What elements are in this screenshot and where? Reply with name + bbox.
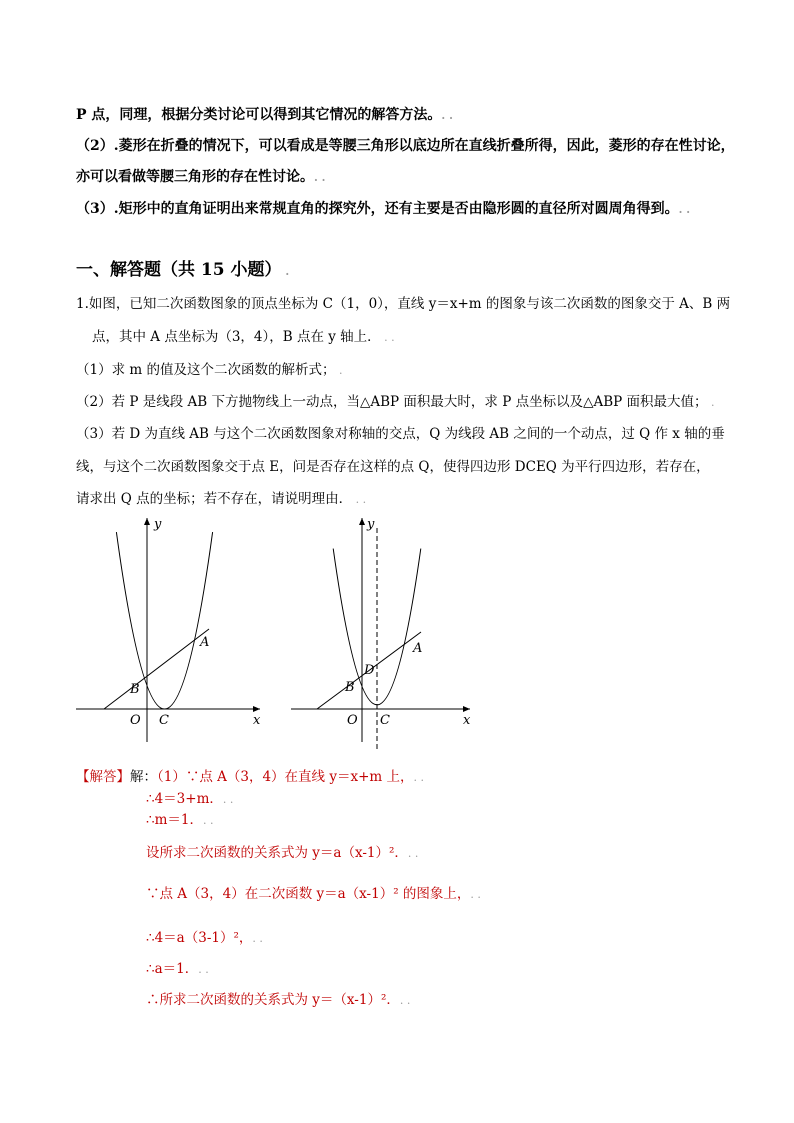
fig2-x-arrow (463, 706, 470, 712)
question-3-line-1: （3）若 D 为直线 AB 与这个二次函数图象对称轴的交点，Q 为线段 AB 之间的一个动点，过 Q 作 x 轴的垂 (76, 426, 725, 442)
answer-tag-suffix: 解： (130, 769, 157, 785)
answer-line-4: 设所求二次函数的关系式为 y＝a（x-1）²．. . (146, 845, 419, 861)
fig1-line-ab (104, 629, 209, 709)
fig1-a-label: A (200, 635, 210, 650)
section-heading: 一、解答题（共 15 小题） . (76, 260, 290, 280)
problem-line-2: 点，其中 A 点坐标为（3，4），B 点在 y 轴上． . . (92, 329, 395, 345)
fig2-y-label: y (367, 517, 375, 532)
intro-line-2: （2）.菱形在折叠的情况下，可以看成是等腰三角形以底边所在直线折叠所得，因此，菱形的存在性讨论， (76, 138, 735, 154)
fig1-y-label: y (154, 517, 162, 532)
problem-line-1: 1.如图，已知二次函数图象的顶点坐标为 C（1，0），直线 y＝x+m 的图象与该二次函数的图象交于 A、B 两 (76, 296, 731, 312)
fig2-origin-label: O (347, 713, 358, 728)
answer-line-1: 【解答】解：（1）∵点 A（3，4）在直线 y＝x+m 上，. . (76, 769, 424, 785)
answer-line-7: ∴a＝1．. . (146, 961, 209, 977)
answer-line-5: ∵点 A（3，4）在二次函数 y＝a（x-1）² 的图象上，. . (146, 886, 481, 902)
fig1-c-label: C (159, 713, 169, 728)
answer-line-2: ∴4＝3+m．. . (146, 791, 234, 807)
question-3-line-2: 线，与这个二次函数图象交于点 E，问是否存在这样的点 Q，使得四边形 DCEQ 为平行四边形，若存在， (76, 459, 710, 475)
answer-tag: 【解答】 (76, 769, 130, 785)
answer-line-6: ∴4＝a（3-1）²，. . (146, 930, 263, 946)
intro-line-1: P 点，同理，根据分类讨论可以得到其它情况的解答方法。. . (76, 107, 453, 123)
fig2-c-label: C (380, 713, 390, 728)
fig2-b-label: B (345, 680, 355, 695)
fig2-y-arrow (359, 518, 365, 525)
fig2-a-label: A (413, 641, 423, 656)
intro-line-3: 亦可以看做等腰三角形的存在性讨论。. . (76, 169, 326, 185)
fig1-x-arrow (253, 706, 260, 712)
question-3-line-3: 请求出 Q 点的坐标；若不存在，请说明理由． . . (76, 491, 367, 507)
fig1-y-arrow (144, 518, 150, 525)
fig1-b-label: B (130, 682, 140, 697)
fig1-x-label: x (253, 713, 261, 728)
figure-1 (70, 510, 270, 745)
fig2-d-label: D (364, 663, 375, 678)
figure-2 (285, 510, 485, 755)
question-1: （1）求 m 的值及这个二次函数的解析式； . (76, 362, 343, 378)
answer-line-8: ∴所求二次函数的关系式为 y＝（x-1）²．. . (146, 992, 411, 1008)
intro-line-4: （3）.矩形中的直角证明出来常规直角的探究外，还有主要是否由隐形圆的直径所对圆周角得到。. . (76, 201, 691, 217)
fig1-origin-label: O (130, 713, 141, 728)
question-2: （2）若 P 是线段 AB 下方抛物线上一动点，当△ABP 面积最大时，求 P 点坐标以及△ABP 面积最大值； . (76, 394, 715, 410)
answer-line-3: ∴m＝1．. . (146, 812, 214, 828)
fig2-x-label: x (463, 713, 471, 728)
